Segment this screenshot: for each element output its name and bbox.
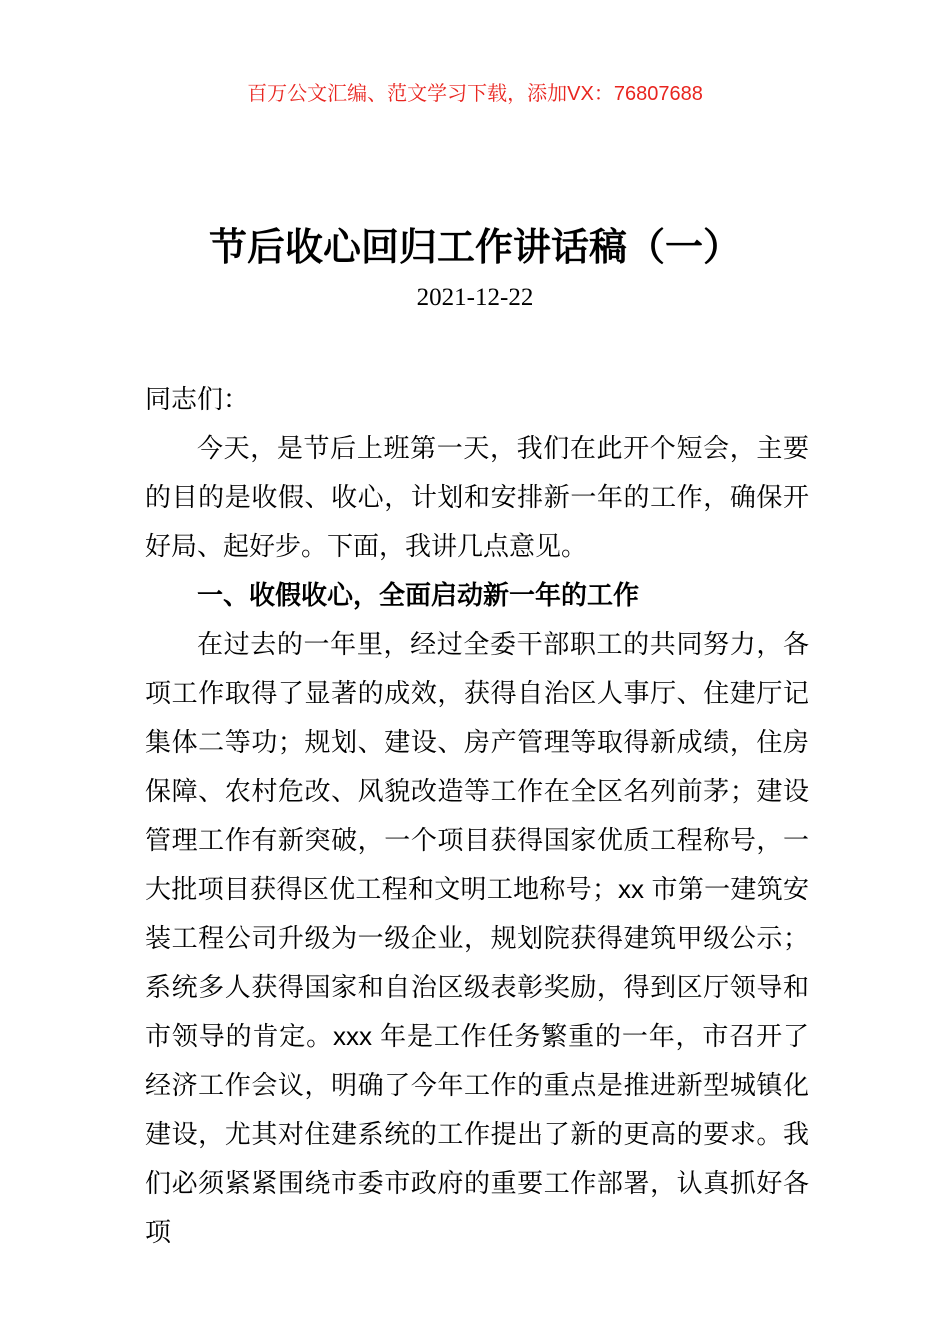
promo-text: 百万公文汇编、范文学习下载，添加VX：76807688 (247, 83, 703, 105)
paragraph-intro: 今天，是节后上班第一天，我们在此开个短会，主要的目的是收假、收心，计划和安排新一年的工作，确保开好局、起好步。下面，我讲几点意见。 (145, 433, 809, 561)
document-title: 节后收心回归工作讲话稿（一） (208, 227, 741, 269)
section-heading-1: 一、收假收心，全面启动新一年的工作 (197, 580, 640, 610)
paragraph-section-1: 在过去的一年里，经过全委干部职工的共同努力，各项工作取得了显著的成效，获得自治区人事厅、住建厅记集体二等功；规划、建设、房产管理等取得新成绩，住房保障、农村危改、风貌改造等工作在全区名列前茅；建设管理工作有新突破，一个项目获得国家优质工程称号，一大批项目获得区优工程和文明工地称号；xx 市第一建筑安装工程公司升级为一级企业，规划院获得建筑甲级公示；系统多人获得国家和自治区级表彰奖励，得到区厅领导和市领导的肯定。xxx 年是工作任务繁重的一年，市召开了经济工作会议，明确了今年工作的重点是推进新型城镇化建设，尤其对住建系统的工作提出了新的更高的要求。我们必须紧紧围绕市委市政府的重要工作部署，认真抓好各项 (145, 629, 809, 1247)
document-date: 2021-12-22 (416, 284, 534, 311)
paragraph-salutation: 同志们： (145, 384, 250, 414)
document-body (145, 375, 809, 1257)
promo-banner (0, 82, 950, 106)
